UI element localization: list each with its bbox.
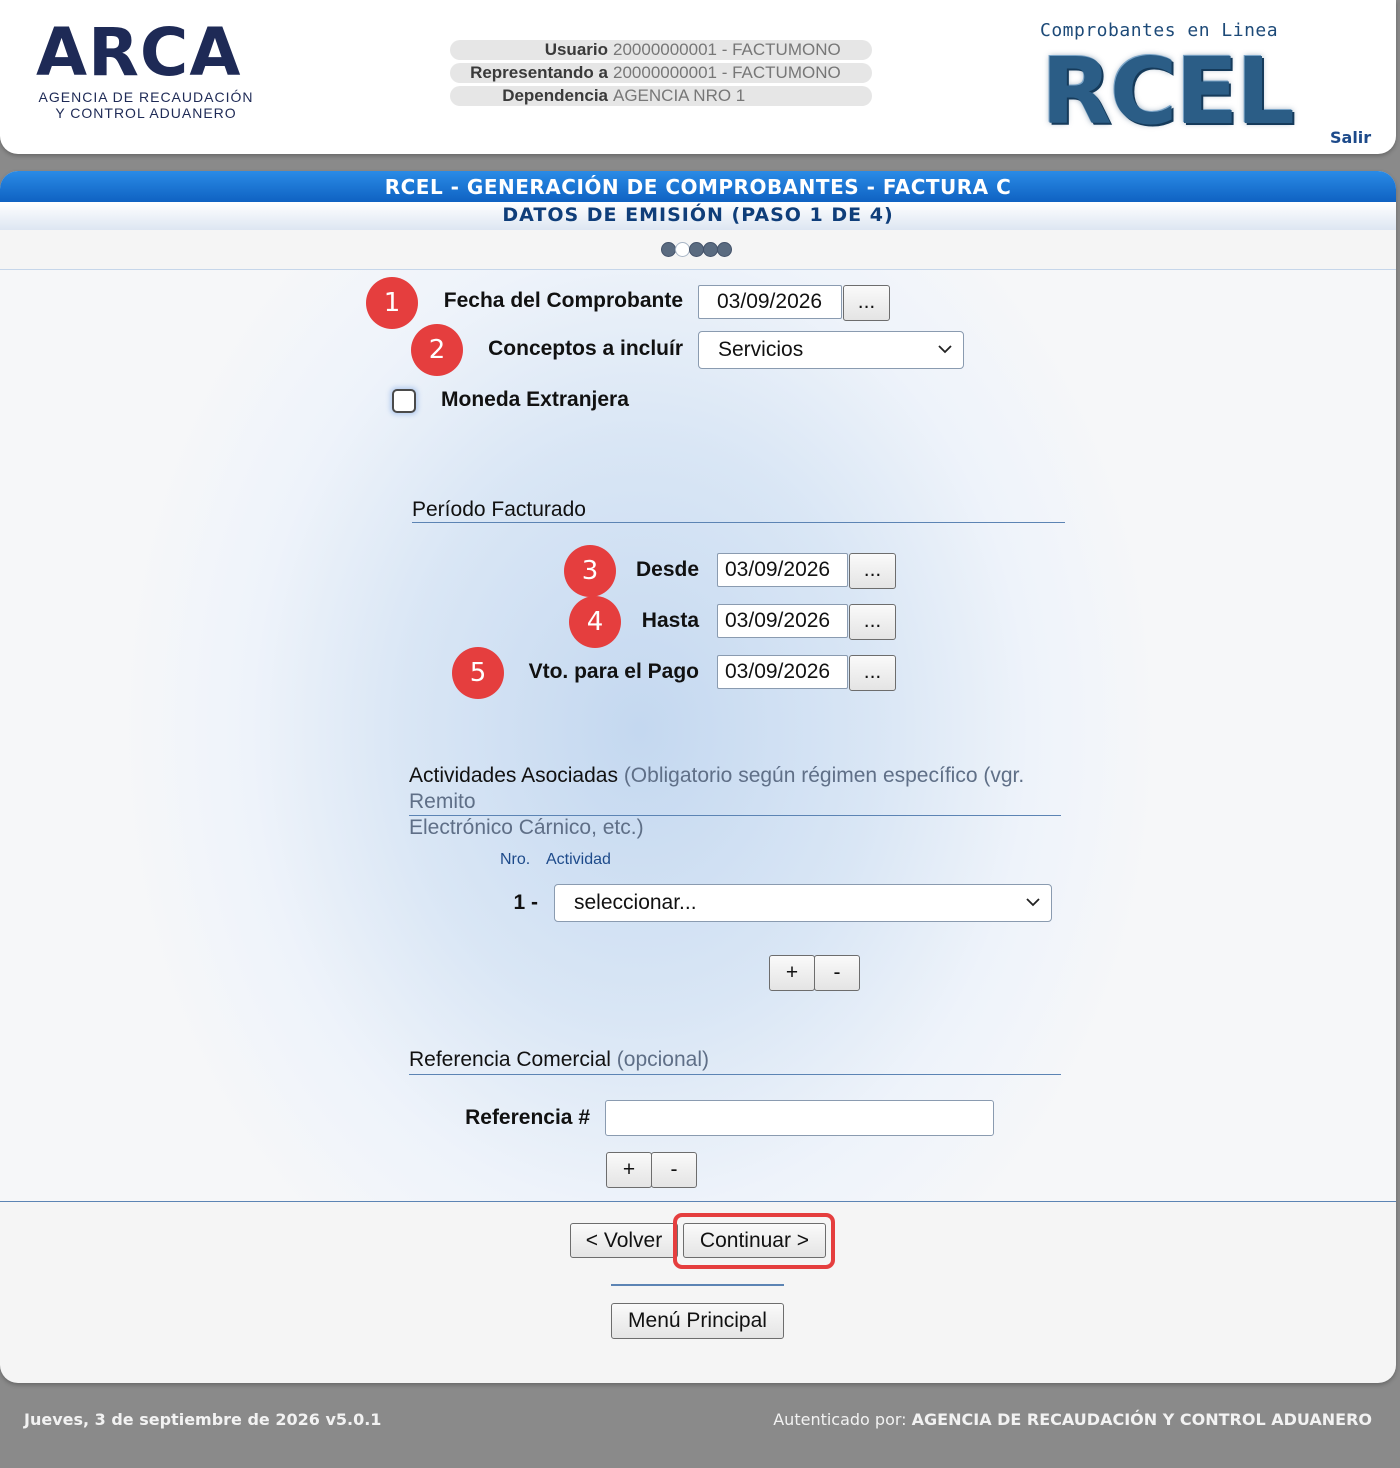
actividad-row-number: 1 - bbox=[513, 891, 538, 914]
step-dot-current bbox=[675, 242, 690, 257]
annotation-badge-3: 3 bbox=[564, 545, 616, 597]
dependency-value: AGENCIA NRO 1 bbox=[613, 86, 746, 105]
referencia-comercial-heading bbox=[409, 1047, 1061, 1075]
footer-auth-prefix: Autenticado por: bbox=[773, 1410, 907, 1429]
logout-link[interactable]: Salir bbox=[1330, 128, 1372, 147]
add-referencia-button[interactable]: + bbox=[606, 1152, 652, 1188]
vto-pago-picker-button[interactable]: ... bbox=[849, 655, 896, 691]
add-actividad-button[interactable]: + bbox=[769, 955, 815, 991]
referencia-title: Referencia Comercial bbox=[409, 1048, 611, 1071]
chevron-down-icon bbox=[1025, 894, 1041, 910]
actividades-col-actividad: Actividad bbox=[546, 851, 611, 868]
page-header bbox=[0, 0, 1396, 154]
referencia-optional-note: (opcional) bbox=[616, 1048, 709, 1071]
periodo-facturado-title: Período Facturado bbox=[412, 498, 586, 521]
conceptos-label: Conceptos a incluír bbox=[488, 337, 683, 360]
actividades-title: Actividades Asociadas bbox=[409, 764, 618, 787]
actividades-note-line1: (Obligatorio según régimen específico (vgr. Remito bbox=[409, 764, 1025, 813]
moneda-extranjera-label: Moneda Extranjera bbox=[441, 388, 629, 411]
annotation-badge-4: 4 bbox=[569, 596, 621, 648]
referencia-label: Referencia # bbox=[465, 1106, 590, 1129]
page-subtitle: DATOS DE EMISIÓN (PASO 1 DE 4) bbox=[0, 202, 1396, 230]
representing-info-row bbox=[450, 63, 872, 83]
moneda-extranjera-checkbox[interactable] bbox=[392, 389, 416, 413]
fecha-comprobante-label: Fecha del Comprobante bbox=[443, 289, 683, 312]
fecha-comprobante-input[interactable]: 03/09/2026 bbox=[698, 285, 842, 319]
representing-value: 20000000001 - FACTUMONO bbox=[613, 63, 841, 82]
actividades-note-line2: Electrónico Cárnico, etc.) bbox=[409, 816, 644, 839]
dependency-label: Dependencia bbox=[502, 86, 608, 105]
actividad-select[interactable] bbox=[554, 884, 1052, 922]
footer-auth bbox=[773, 1410, 1372, 1429]
step-dot-filled bbox=[689, 242, 704, 257]
actividad-select-value: seleccionar... bbox=[574, 891, 697, 914]
remove-actividad-button[interactable]: - bbox=[814, 955, 860, 991]
continuar-button[interactable]: Continuar > bbox=[683, 1223, 826, 1258]
step-dot-filled bbox=[703, 242, 718, 257]
rcel-logo: RCEL bbox=[1041, 38, 1293, 145]
actividades-asociadas-heading bbox=[409, 763, 1061, 839]
remove-referencia-button[interactable]: - bbox=[651, 1152, 697, 1188]
arca-logo-line2: Y CONTROL ADUANERO bbox=[55, 105, 237, 121]
desde-input[interactable]: 03/09/2026 bbox=[717, 553, 848, 587]
annotation-highlight-box bbox=[673, 1213, 835, 1269]
user-value: 20000000001 - FACTUMONO bbox=[613, 40, 841, 59]
periodo-facturado-heading bbox=[412, 497, 1065, 523]
divider bbox=[611, 1284, 784, 1286]
volver-button[interactable]: < Volver bbox=[570, 1223, 678, 1258]
step-dot-filled bbox=[717, 242, 732, 257]
annotation-badge-5: 5 bbox=[452, 647, 504, 699]
conceptos-select-value: Servicios bbox=[718, 338, 804, 361]
rcel-tagline: Comprobantes en Linea bbox=[1040, 20, 1279, 41]
hasta-label: Hasta bbox=[641, 609, 699, 632]
referencia-input[interactable] bbox=[605, 1100, 994, 1136]
hasta-picker-button[interactable]: ... bbox=[849, 604, 896, 640]
chevron-down-icon bbox=[937, 341, 953, 357]
annotation-badge-1: 1 bbox=[366, 277, 418, 329]
representing-label: Representando a bbox=[470, 63, 608, 82]
page-title: RCEL - GENERACIÓN DE COMPROBANTES - FACTURA C bbox=[0, 171, 1396, 202]
desde-label: Desde bbox=[635, 558, 699, 581]
arca-logo-line1: AGENCIA DE RECAUDACIÓN bbox=[38, 89, 254, 105]
dependency-info-row bbox=[450, 86, 872, 106]
step-indicator bbox=[661, 242, 731, 258]
footer-auth-entity: AGENCIA DE RECAUDACIÓN Y CONTROL ADUANERO bbox=[911, 1410, 1372, 1429]
conceptos-select[interactable] bbox=[698, 331, 964, 369]
hasta-input[interactable]: 03/09/2026 bbox=[717, 604, 848, 638]
vto-pago-label: Vto. para el Pago bbox=[528, 660, 699, 683]
desde-picker-button[interactable]: ... bbox=[849, 553, 896, 589]
arca-logo: ARCA bbox=[36, 14, 242, 91]
user-info-row bbox=[450, 40, 872, 60]
menu-principal-button[interactable]: Menú Principal bbox=[611, 1303, 784, 1339]
annotation-badge-2: 2 bbox=[411, 324, 463, 376]
step-dot-filled bbox=[661, 242, 676, 257]
user-label: Usuario bbox=[544, 40, 608, 59]
vto-pago-input[interactable]: 03/09/2026 bbox=[717, 655, 848, 689]
footer-date-version: Jueves, 3 de septiembre de 2026 v5.0.1 bbox=[24, 1410, 382, 1429]
actividades-col-nro: Nro. bbox=[500, 851, 531, 868]
fecha-comprobante-picker-button[interactable]: ... bbox=[843, 285, 890, 321]
